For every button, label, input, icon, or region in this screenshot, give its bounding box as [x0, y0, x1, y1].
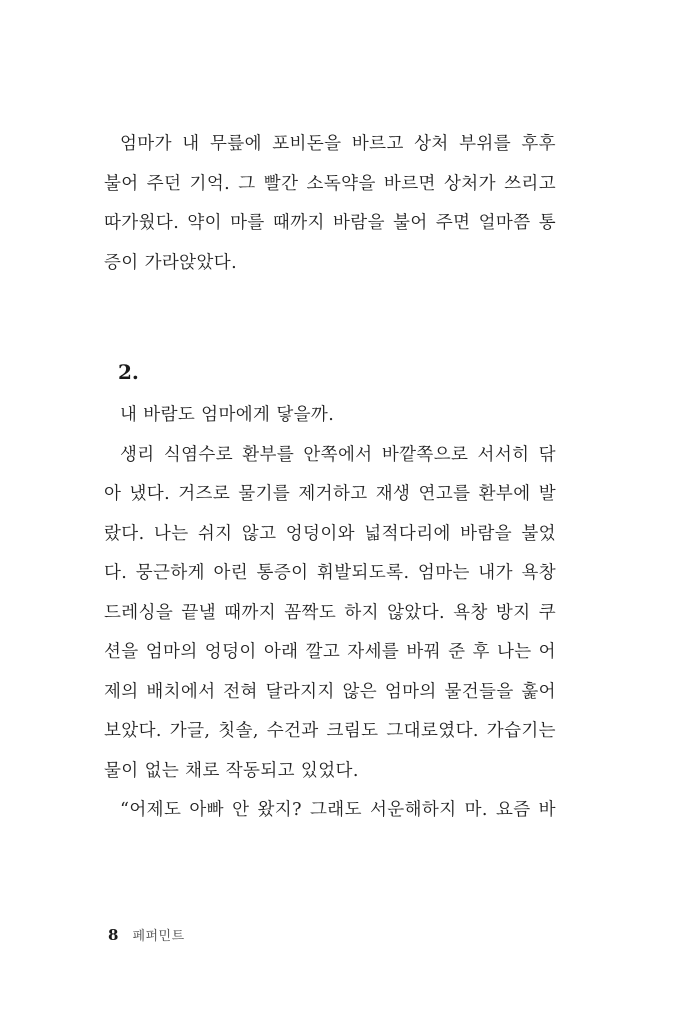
- page-footer: [108, 925, 185, 944]
- text-line: 제의 배치에서 전혀 달라지지 않은 엄마의 물건들을 훑어: [104, 681, 556, 702]
- text-line: 랐다. 나는 쉬지 않고 엉덩이와 넓적다리에 바람을 불었: [104, 523, 556, 544]
- text-line: 따가웠다. 약이 마를 때까지 바람을 불어 주면 얼마쯤 통: [104, 213, 556, 233]
- text-line: “어제도 아빠 안 왔지? 그래도 서운해하지 마. 요즘 바: [120, 800, 556, 820]
- section2-paragraph-3: [104, 791, 556, 831]
- text-line: 아 냈다. 거즈로 물기를 제거하고 재생 연고를 환부에 발: [104, 484, 556, 504]
- section2-paragraph-2: [104, 436, 556, 792]
- text-line: 보았다. 가글, 칫솔, 수건과 크림도 그대로였다. 가습기는: [104, 721, 556, 741]
- text-line: 증이 가라앉았다.: [104, 252, 238, 273]
- text-line: 불어 주던 기억. 그 빨간 소독약을 바르면 상처가 쓰리고: [104, 173, 556, 194]
- text-line: 물이 없는 채로 작동되고 있었다.: [104, 760, 359, 781]
- section-number-heading: 2.: [118, 360, 139, 384]
- running-title: 페퍼민트: [132, 929, 185, 944]
- section1-paragraph: [104, 125, 556, 283]
- text-line: 다. 뭉근하게 아린 통증이 휘발되도록. 엄마는 내가 욕창: [104, 563, 556, 583]
- page-number: 8: [108, 926, 119, 944]
- section2-paragraph-1: [104, 396, 556, 436]
- text-line: 내 바람도 엄마에게 닿을까.: [120, 405, 335, 425]
- text-line: 엄마가 내 무릎에 포비돈을 바르고 상처 부위를 후후: [120, 134, 556, 154]
- text-line: 션을 엄마의 엉덩이 아래 깔고 자세를 바꿔 준 후 나는 어: [104, 642, 556, 662]
- text-line: 생리 식염수로 환부를 안쪽에서 바깥쪽으로 서서히 닦: [120, 444, 556, 465]
- text-line: 드레싱을 끝낼 때까지 꼼짝도 하지 않았다. 욕창 방지 쿠: [104, 602, 556, 623]
